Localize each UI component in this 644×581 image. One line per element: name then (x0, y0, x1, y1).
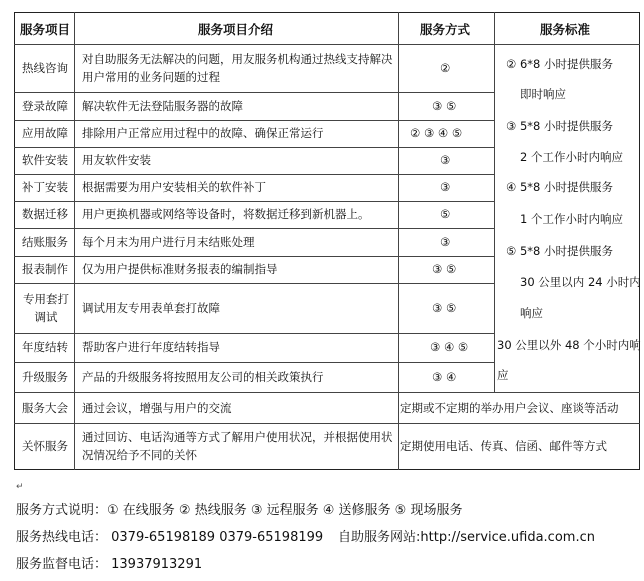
row-method: ② ③ ④ ⑤ (410, 126, 463, 140)
table-divider (14, 92, 494, 93)
standard-line: ④ 5*8 小时提供服务 (506, 180, 614, 194)
row-item: 报表制作 (22, 262, 68, 276)
row-intro: 用友软件安装 (82, 153, 151, 167)
row-intro: 通过会议，增强与用户的交流 (82, 401, 232, 415)
table-divider (14, 147, 494, 148)
header-method: 服务方式 (420, 22, 471, 37)
paragraph-mark: ↵ (16, 482, 24, 492)
row-method-standard: 定期或不定期的举办用户会议、座谈等活动 (400, 401, 619, 415)
standard-line: 响应 (520, 306, 543, 320)
row-item: 热线咨询 (22, 61, 68, 75)
standard-line: 30 公里以内 24 小时内 (520, 275, 641, 289)
header-intro: 服务项目介绍 (198, 22, 274, 37)
table-divider (14, 44, 640, 45)
row-intro: 排除用户正常应用过程中的故障、确保正常运行 (82, 126, 324, 140)
row-item: 补丁安装 (22, 180, 68, 194)
table-divider (14, 174, 494, 175)
row-method-standard: 定期使用电话、传真、信函、邮件等方式 (400, 439, 607, 453)
standard-line: 应 (497, 368, 509, 382)
hotline-numbers: 服务热线电话： 0379-65198189 0379-65198199 (16, 530, 324, 545)
row-item: 关怀服务 (22, 439, 68, 453)
row-intro: 产品的升级服务将按照用友公司的相关政策执行 (82, 370, 324, 384)
table-divider (494, 12, 495, 392)
row-item: 专用套打调试 (23, 292, 69, 324)
row-item: 软件安装 (22, 153, 68, 167)
row-intro: 调试用友专用表单套打故障 (82, 301, 220, 315)
table-divider (14, 283, 494, 284)
row-intro: 用户更换机器或网络等设备时，将数据迁移到新机器上。 (82, 207, 370, 221)
row-item: 数据迁移 (22, 207, 68, 221)
row-item: 年度结转 (22, 340, 68, 354)
row-intro: 通过回访、电话沟通等方式了解用户使用状况，并根据使用状况情况给予不同的关怀 (82, 430, 393, 462)
row-method: ③ (440, 235, 451, 249)
standard-line: ⑤ 5*8 小时提供服务 (506, 244, 614, 258)
self-service-website: 自助服务网站:http://service.ufida.com.cn (338, 530, 595, 545)
method-legend: 服务方式说明：① 在线服务 ② 热线服务 ③ 远程服务 ④ 送修服务 ⑤ 现场服务 (16, 503, 463, 518)
row-method: ③ ④ (432, 370, 457, 384)
table-divider (14, 120, 494, 121)
table-divider (398, 12, 399, 470)
row-method: ③ (440, 180, 451, 194)
standard-line: 即时响应 (520, 87, 566, 101)
row-method: ③ ⑤ (432, 262, 457, 276)
table-divider (14, 362, 494, 363)
row-item: 升级服务 (22, 370, 68, 384)
table-divider (14, 392, 640, 393)
row-method: ⑤ (440, 207, 451, 221)
row-intro: 对自助服务无法解决的问题，用友服务机构通过热线支持解决用户常用的业务问题的过程 (82, 52, 393, 84)
table-divider (14, 201, 494, 202)
row-item: 登录故障 (22, 99, 68, 113)
table-divider (14, 228, 494, 229)
table-divider (14, 423, 640, 424)
standard-line: 1 个工作小时内响应 (520, 212, 623, 226)
standard-line: 30 公里以外 48 个小时内响 (497, 338, 641, 352)
row-method: ② (440, 61, 451, 75)
row-method: ③ ⑤ (432, 99, 457, 113)
header-standard: 服务标准 (540, 22, 591, 37)
row-method: ③ (440, 153, 451, 167)
supervision-phone: 服务监督电话： 13937913291 (16, 557, 203, 572)
row-method: ③ ⑤ (432, 301, 457, 315)
row-item: 服务大会 (22, 401, 68, 415)
table-divider (14, 333, 494, 334)
row-method: ③ ④ ⑤ (430, 340, 469, 354)
row-item: 结账服务 (22, 235, 68, 249)
table-divider (14, 256, 494, 257)
standard-line: ③ 5*8 小时提供服务 (506, 119, 614, 133)
row-intro: 仅为用户提供标准财务报表的编制指导 (82, 262, 278, 276)
row-intro: 每个月末为用户进行月末结账处理 (82, 235, 255, 249)
header-item: 服务项目 (20, 22, 71, 37)
row-intro: 解决软件无法登陆服务器的故障 (82, 99, 243, 113)
row-item: 应用故障 (22, 126, 68, 140)
table-divider (74, 12, 75, 470)
row-intro: 帮助客户进行年度结转指导 (82, 340, 220, 354)
standard-line: 2 个工作小时内响应 (520, 150, 623, 164)
row-intro: 根据需要为用户安装相关的软件补丁 (82, 180, 266, 194)
standard-line: ② 6*8 小时提供服务 (506, 57, 614, 71)
